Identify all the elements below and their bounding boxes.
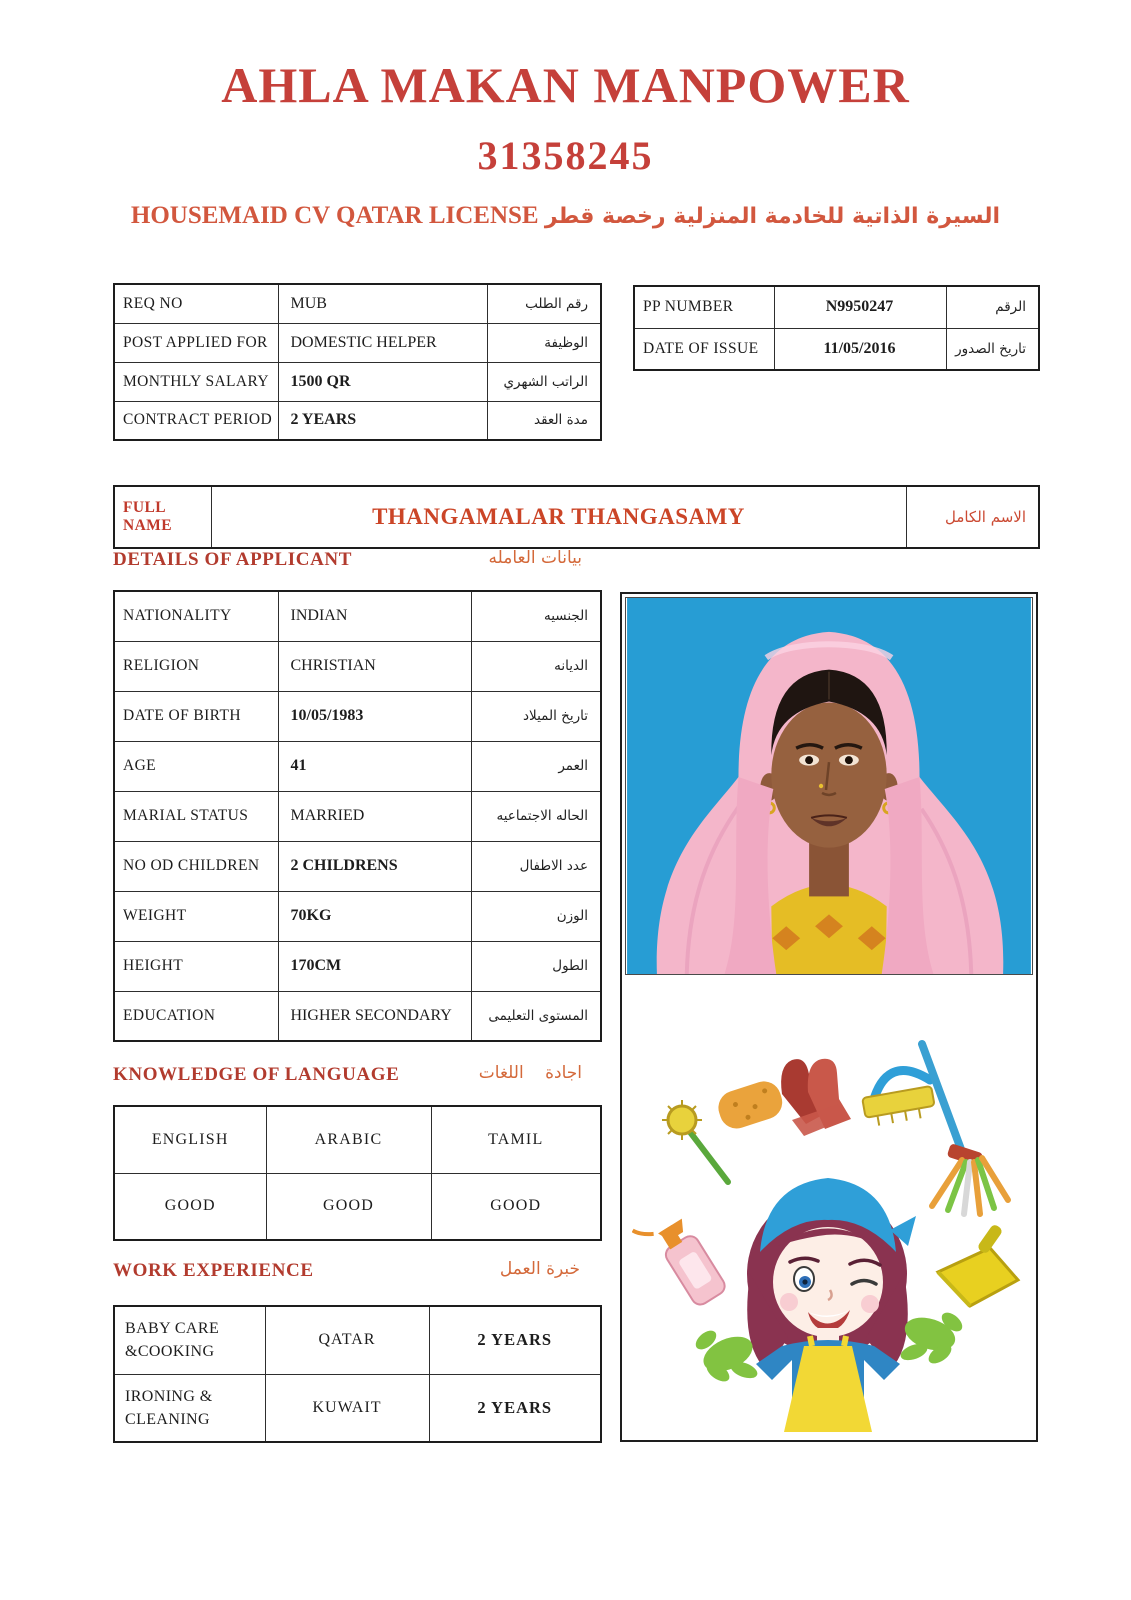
table-row: [114, 284, 601, 323]
experience-table: [113, 1305, 602, 1443]
agency-phone: 31358245: [477, 133, 654, 178]
contract-value: 2 YEARS: [278, 401, 487, 440]
cleaning-lady-illustration: [632, 1034, 1024, 1432]
neck: [809, 841, 849, 897]
language-name: ARABIC: [266, 1106, 431, 1173]
issue-date-value: 11/05/2016: [774, 328, 946, 370]
post-label: POST APPLIED FOR: [114, 323, 278, 362]
marital-status-arabic-label: الحاله الاجتماعيه: [471, 791, 601, 841]
religion-arabic-label: الديانه: [471, 641, 601, 691]
full-name-label: FULL NAME: [114, 486, 211, 548]
table-row: [634, 286, 1039, 328]
nose-stud: [819, 784, 823, 788]
details-section-heading-arabic: بيانات العامله: [488, 548, 582, 568]
weight-arabic-label: الوزن: [471, 891, 601, 941]
table-row: [114, 691, 601, 741]
contract-label: CONTRACT PERIOD: [114, 401, 278, 440]
table-row: [114, 323, 601, 362]
education-arabic-label: المستوى التعليمى: [471, 991, 601, 1041]
subtitle-english: HOUSEMAID CV QATAR LICENSE: [130, 202, 539, 229]
table-row: [114, 991, 601, 1041]
cleaning-girl: [692, 1178, 965, 1432]
birth-date-value: 10/05/1983: [278, 691, 471, 741]
full-name-value: THANGAMALAR THANGASAMY: [211, 486, 906, 548]
salary-label: MONTHLY SALARY: [114, 362, 278, 401]
experience-duration: 2 YEARS: [429, 1306, 601, 1374]
table-row: [114, 1173, 601, 1240]
request-info-table: [113, 283, 602, 441]
table-row: [114, 486, 1039, 548]
spray-bottle-icon: [633, 1204, 728, 1315]
details-section-heading: DETAILS OF APPLICANT: [113, 549, 352, 570]
nationality-arabic-label: الجنسيه: [471, 591, 601, 641]
table-row: [114, 641, 601, 691]
skill-line: IRONING &: [125, 1387, 213, 1405]
nationality-value: INDIAN: [278, 591, 471, 641]
language-name: ENGLISH: [114, 1106, 266, 1173]
scrub-brush-icon: [859, 1066, 937, 1128]
children-value: 2 CHILDRENS: [278, 841, 471, 891]
language-section-heading: KNOWLEDGE OF LANGUAGE: [113, 1064, 400, 1085]
passport-info-table: [633, 285, 1040, 371]
language-section-heading-arabic: اجادة اللغات: [478, 1063, 582, 1083]
table-row: [114, 591, 601, 641]
marital-status-label: MARIAL STATUS: [114, 791, 278, 841]
pp-number-arabic-label: الرقم: [946, 286, 1039, 328]
children-label: NO OD CHILDREN: [114, 841, 278, 891]
table-row: [114, 401, 601, 440]
table-row: [114, 891, 601, 941]
experience-skill: [114, 1374, 265, 1442]
language-level: GOOD: [431, 1173, 601, 1240]
experience-country: QATAR: [265, 1306, 429, 1374]
subtitle-arabic: السيرة الذاتية للخادمة المنزلية رخصة قطر: [544, 204, 1001, 229]
req-no-arabic-label: رقم الطلب: [487, 284, 601, 323]
issue-date-arabic-label: تاريخ الصدور: [946, 328, 1039, 370]
religion-value: CHRISTIAN: [278, 641, 471, 691]
experience-section-heading: WORK EXPERIENCE: [113, 1260, 314, 1281]
table-row: [114, 1306, 601, 1374]
issue-date-label: DATE OF ISSUE: [634, 328, 774, 370]
post-arabic-label: الوظيفة: [487, 323, 601, 362]
skill-line: BABY CARE: [125, 1320, 220, 1338]
dustpan-icon: [938, 1223, 1018, 1306]
experience-country: KUWAIT: [265, 1374, 429, 1442]
language-name: TAMIL: [431, 1106, 601, 1173]
post-value: DOMESTIC HELPER: [278, 323, 487, 362]
education-label: EDUCATION: [114, 991, 278, 1041]
nationality-label: NATIONALITY: [114, 591, 278, 641]
applicant-details-table: [113, 590, 602, 1042]
document-subtitle: [0, 202, 1131, 230]
salary-arabic-label: الراتب الشهري: [487, 362, 601, 401]
toilet-brush-icon: [662, 1100, 728, 1182]
language-level: GOOD: [114, 1173, 266, 1240]
height-label: HEIGHT: [114, 941, 278, 991]
weight-value: 70KG: [278, 891, 471, 941]
salary-value: 1500 QR: [278, 362, 487, 401]
height-arabic-label: الطول: [471, 941, 601, 991]
photo-frame: [620, 592, 1038, 1442]
age-label: AGE: [114, 741, 278, 791]
applicant-photo: [625, 597, 1033, 975]
pp-number-value: N9950247: [774, 286, 946, 328]
age-arabic-label: العمر: [471, 741, 601, 791]
language-level: GOOD: [266, 1173, 431, 1240]
skill-line: &COOKING: [125, 1343, 215, 1361]
page-title: AHLA MAKAN MANPOWER: [221, 57, 910, 113]
education-value: HIGHER SECONDARY: [278, 991, 471, 1041]
green-glove: [692, 1327, 759, 1385]
broom-icon: [922, 1044, 1008, 1214]
birth-date-label: DATE OF BIRTH: [114, 691, 278, 741]
contract-arabic-label: مدة العقد: [487, 401, 601, 440]
req-no-label: REQ NO: [114, 284, 278, 323]
skill-line: CLEANING: [125, 1410, 210, 1428]
age-value: 41: [278, 741, 471, 791]
experience-skill: [114, 1306, 265, 1374]
table-row: [114, 1106, 601, 1173]
sponge-icon: [714, 1077, 787, 1133]
pp-number-label: PP NUMBER: [634, 286, 774, 328]
req-no-value: MUB: [278, 284, 487, 323]
language-table: [113, 1105, 602, 1241]
table-row: [114, 1374, 601, 1442]
religion-label: RELIGION: [114, 641, 278, 691]
table-row: [634, 328, 1039, 370]
table-row: [114, 941, 601, 991]
height-value: 170CM: [278, 941, 471, 991]
experience-section-heading-arabic: خبرة العمل: [499, 1259, 580, 1279]
full-name-arabic-label: الاسم الكامل: [906, 486, 1039, 548]
table-row: [114, 791, 601, 841]
table-row: [114, 841, 601, 891]
green-glove: [898, 1309, 965, 1367]
rubber-gloves-icon: [781, 1059, 851, 1136]
weight-label: WEIGHT: [114, 891, 278, 941]
table-row: [114, 741, 601, 791]
experience-duration: 2 YEARS: [429, 1374, 601, 1442]
full-name-table: [113, 485, 1040, 549]
birth-date-arabic-label: تاريخ الميلاد: [471, 691, 601, 741]
marital-status-value: MARRIED: [278, 791, 471, 841]
children-arabic-label: عدد الاطفال: [471, 841, 601, 891]
table-row: [114, 362, 601, 401]
